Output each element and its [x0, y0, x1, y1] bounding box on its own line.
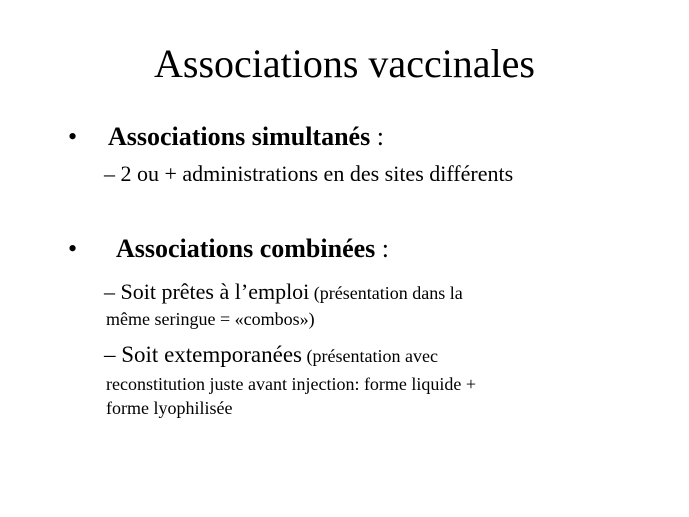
sub-item-continuation: reconstitution juste avant injection: forme liquide + [106, 374, 477, 394]
slide-title: Associations vaccinales [154, 41, 535, 86]
bullet-heading-combinees [116, 234, 389, 264]
bullet-marker-2: • [68, 234, 78, 263]
bullet-heading-suffix: : [375, 234, 390, 263]
sub-item-sites-differents: – 2 ou + administrations en des sites différents [104, 161, 514, 186]
sub-item-detail: (présentation avec [302, 346, 438, 366]
sub-item-extemporanees [104, 342, 438, 371]
bullet-heading-suffix: : [370, 122, 384, 151]
sub-item-pretes-emploi [104, 279, 463, 308]
sub-item-main: – Soit extemporanées [104, 342, 303, 367]
sub-item-main: – Soit prêtes à l’emploi [104, 279, 310, 304]
sub-item-detail: (présentation dans la [309, 283, 463, 303]
sub-item-continuation: même seringue = «combos») [106, 309, 315, 329]
bullet-heading-text: Associations combinées [116, 234, 376, 263]
bullet-heading-simultanes [108, 122, 384, 152]
bullet-heading-text: Associations simultanés [108, 122, 371, 151]
sub-item-continuation: forme lyophilisée [106, 398, 233, 418]
bullet-marker-1: • [68, 122, 78, 151]
